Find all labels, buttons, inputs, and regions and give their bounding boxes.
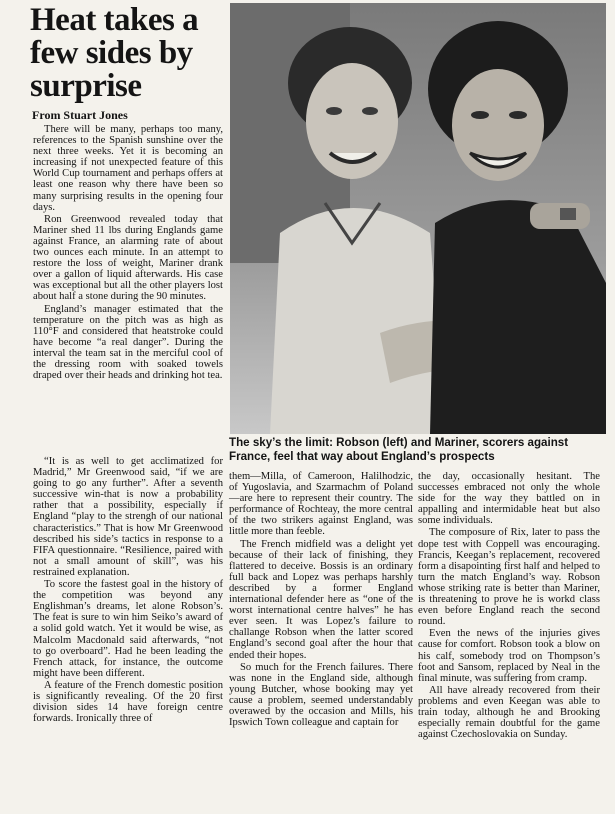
- paragraph: them—Milla, of Cameroon, Halilhodzic, of Yugoslavia, and Szarmachm of Poland—are here to represent their country. The performance of Rochteay, the more central of the two strikers against England, was little more than feeble.: [229, 471, 413, 538]
- column-1: [33, 124, 223, 382]
- photo-caption: The sky’s the limit: Robson (left) and Mariner, scorers against France, feel that way about England’s prospects: [229, 436, 569, 463]
- paragraph: Even the news of the injuries gives cause for comfort. Robson took a blow on his calf, somebody trod on Thompson’s foot and Sansom, replaced by Neal in the final minute, was suffering from cramp.: [418, 628, 600, 684]
- paragraph: The composure of Rix, later to pass the dope test with Coppell was encouraging. Francis, Keegan’s replacement, recovered form a disapointing first half and helped to turn the match England’s way. Robson whose striking rate is better than Mariner, is threatening to prove he is workd class even before England reach the second round.: [418, 527, 600, 628]
- column-2: [229, 471, 413, 729]
- paragraph: All have already recovered from their problems and even Keegan was able to train today, although he and Brooking especially remain doubtful for the game against Czechoslovakia on Sunday.: [418, 684, 600, 741]
- paragraph: The French midfield was a delight yet because of their lack of finishing, they flattered to deceive. Bossis is an ordinary full back and Lopez was perhaps harshly described by a former England international defender here as “one of the worst international centre halves” he has ever seen. It was Lopez’s failure to challange Robson when the latter scored England’s second goal after the hour that ended their hopes.: [229, 538, 413, 661]
- paragraph: England’s manager estimated that the temperature on the pitch was as high as 110°F and considered that heatstroke could have become “a real danger”. During the interval the team sat in the merciful cool of the dressing room with soaked towels draped over their heads and drinking hot tea.: [33, 303, 223, 382]
- photo: [230, 3, 606, 434]
- paragraph: So much for the French failures. There was none in the England side, although young Butcher, whose booking may yet cause a problem, seemed understandably overawed by the occasion and Mills, his Ipswich Town colleague and captain for: [229, 661, 413, 729]
- paragraph: Ron Greenwood revealed today that Mariner shed 11 lbs during Englands game against France, an alarming rate of about two ounces each minute. In an attempt to restore the loss of weight, Mariner drank over a gallon of liquid afterwards. His case was exceptional but all the other players lost about half a stone during the 90 minutes.: [33, 213, 223, 303]
- paragraph: “It is as well to get acclimatized for Madrid,” Mr Greenwood said, “if we are going to go any further”. After a seventh successive win-that is now a probability rather that a possibility, especially if England “play to the strengh of our national characteristics.” That is how Mr Greenwood described his side’s tactics in response to a FIFA questionnaire. “Resilience, paired with not a small amount of skill”, was his restrained explanation.: [33, 456, 223, 578]
- photo-robson-mariner: [230, 3, 606, 434]
- paragraph: A feature of the French domestic position is significantly revealing. Of the 20 first division sides 14 have foreign centre forwards. Ironically three of: [33, 679, 223, 725]
- headline: Heat takes a few sides by surprise: [30, 2, 199, 104]
- paragraph: There will be many, perhaps too many, references to the Spanish sunshine over the next three weeks. Yet it is becoming an increasing if not unexpected feature of this World Cup tournament and perhaps offers at least one reason why there have been so many surprising results in the opening four days.: [33, 124, 223, 213]
- column-1-lower: [33, 456, 223, 725]
- paragraph: the day, occasionally hesitant. The successes embraced not only the whole side for the way they battled on in appalling and intermidable heat but also some individuals.: [418, 471, 600, 527]
- paragraph: To score the fastest goal in the history of the competition was beyond any Englishman’s dreams, let alone Robson’s. The feat is sure to win him Seiko’s award of a solid gold watch. Yet it would be wise, as Malcolm Macdonald said afterwards, “not to go overboard”. Had he been leading the French attack, for instance, the outcome might have been different.: [33, 579, 223, 679]
- column-3: [418, 471, 600, 741]
- byline: From Stuart Jones: [32, 108, 128, 122]
